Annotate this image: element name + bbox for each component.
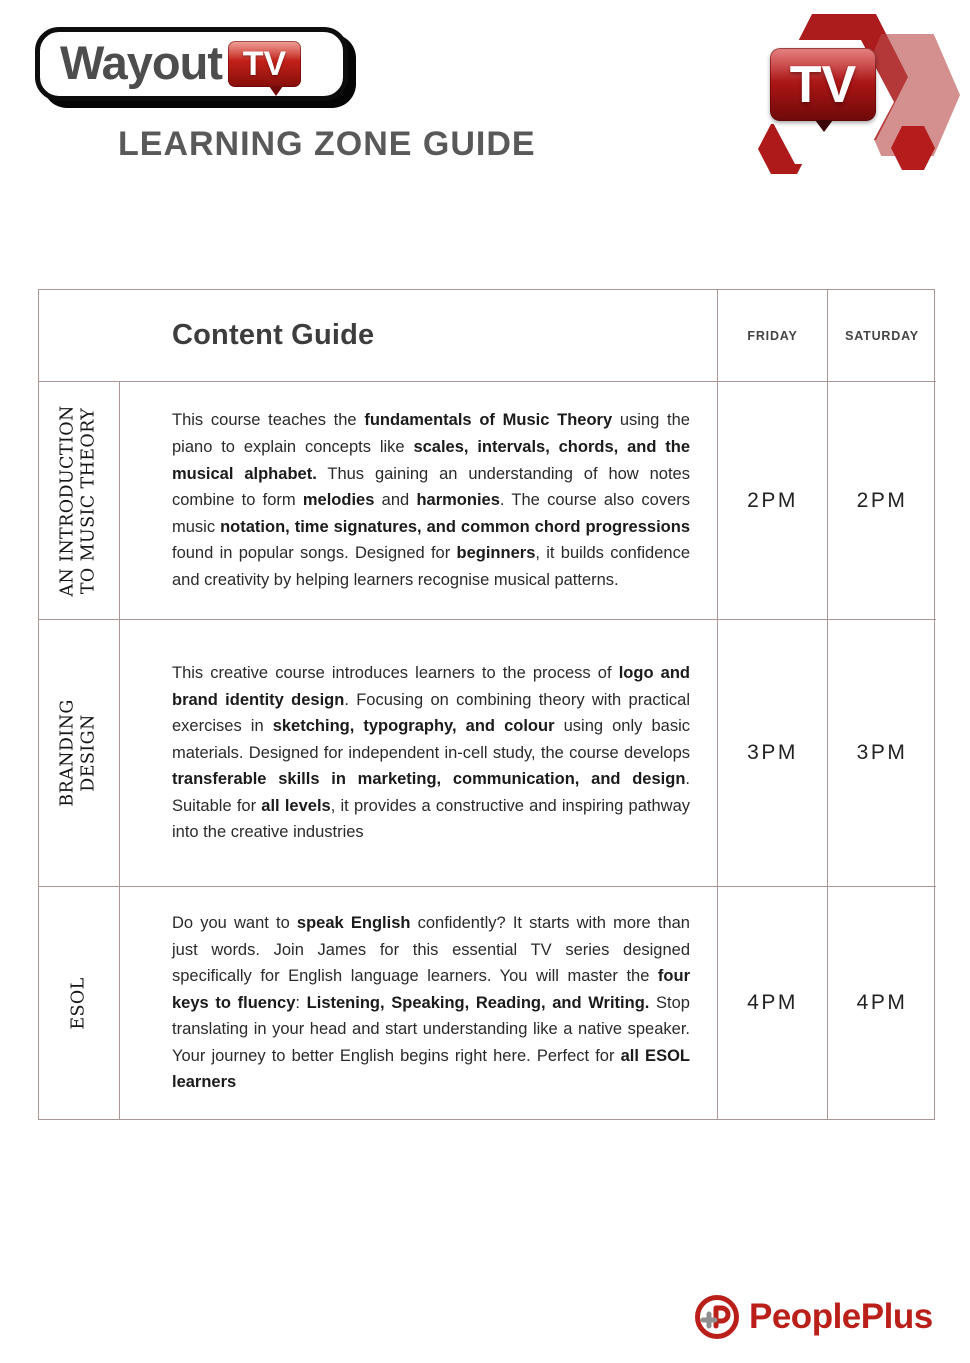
friday-time: 3PM [718, 619, 828, 886]
peopleplus-wordmark: PeoplePlus [749, 1297, 933, 1336]
tv-badge-label: TV [242, 44, 287, 83]
course-description-cell [120, 886, 718, 1119]
friday-time: 4PM [718, 886, 828, 1119]
peopleplus-icon [694, 1294, 740, 1340]
course-description-cell [120, 619, 718, 886]
course-label-cell [39, 381, 120, 619]
course-description: This course teaches the fundamentals of Music Theory using the piano to explain concepts like scales, intervals, chords, and the musical alphabet. Thus gaining an understanding of how notes combine to form melodies and harmonies. The course also covers music notation, time signatures, and common chord progressions found in popular songs. Designed for beginners, it builds confidence and creativity by helping learners recognise musical patterns. [172, 411, 691, 589]
saturday-time: 2PM [828, 381, 936, 619]
course-description: Do you want to speak English confidently? It starts with more than just words. Join James for this essential TV series designed specifically for English language learners. You will master the four keys to fluency: Listening, Speaking, Reading, and Writing. Stop translating in your head and start understanding like a native speaker. Your journey to better English begins right here. Perfect for all ESOL learners [172, 913, 690, 1092]
page-title: LEARNING ZONE GUIDE [118, 125, 536, 163]
saturday-time: 4PM [828, 886, 936, 1119]
course-label-cell [39, 619, 120, 886]
course-label-cell [39, 886, 120, 1119]
wayout-wordmark: Wayout [60, 35, 222, 89]
tv-screen-icon [770, 48, 876, 121]
peopleplus-logo [694, 1292, 933, 1342]
tv-screen-label: TV [789, 55, 857, 114]
column-header-friday: FRIDAY [718, 290, 828, 381]
hexagon-tv-logo [742, 12, 960, 180]
course-description: This creative course introduces learners to the process of logo and brand identity design. Focusing on combining theory with practical exercises in sketching, typography, and colour using only basic materials. Designed for independent in-cell study, the course develops transferable skills in marketing, communication, and design. Suitable for all levels, it provides a constructive and inspiring pathway into the creative industries [172, 663, 691, 842]
table-title: Content Guide [172, 319, 375, 351]
table-header-title-cell [39, 290, 718, 381]
course-label: BRANDING DESIGN [58, 699, 99, 807]
course-label: ESOL [68, 976, 89, 1030]
friday-time: 2PM [718, 381, 828, 619]
course-label: AN INTRODUCTION TO MUSIC THEORY [58, 404, 100, 597]
course-description-cell [120, 381, 718, 619]
column-header-saturday: SATURDAY [845, 328, 919, 343]
content-table [38, 289, 935, 1120]
wayout-tv-logo [35, 27, 348, 101]
saturday-time: 3PM [828, 619, 936, 886]
tv-badge-icon [228, 41, 301, 87]
